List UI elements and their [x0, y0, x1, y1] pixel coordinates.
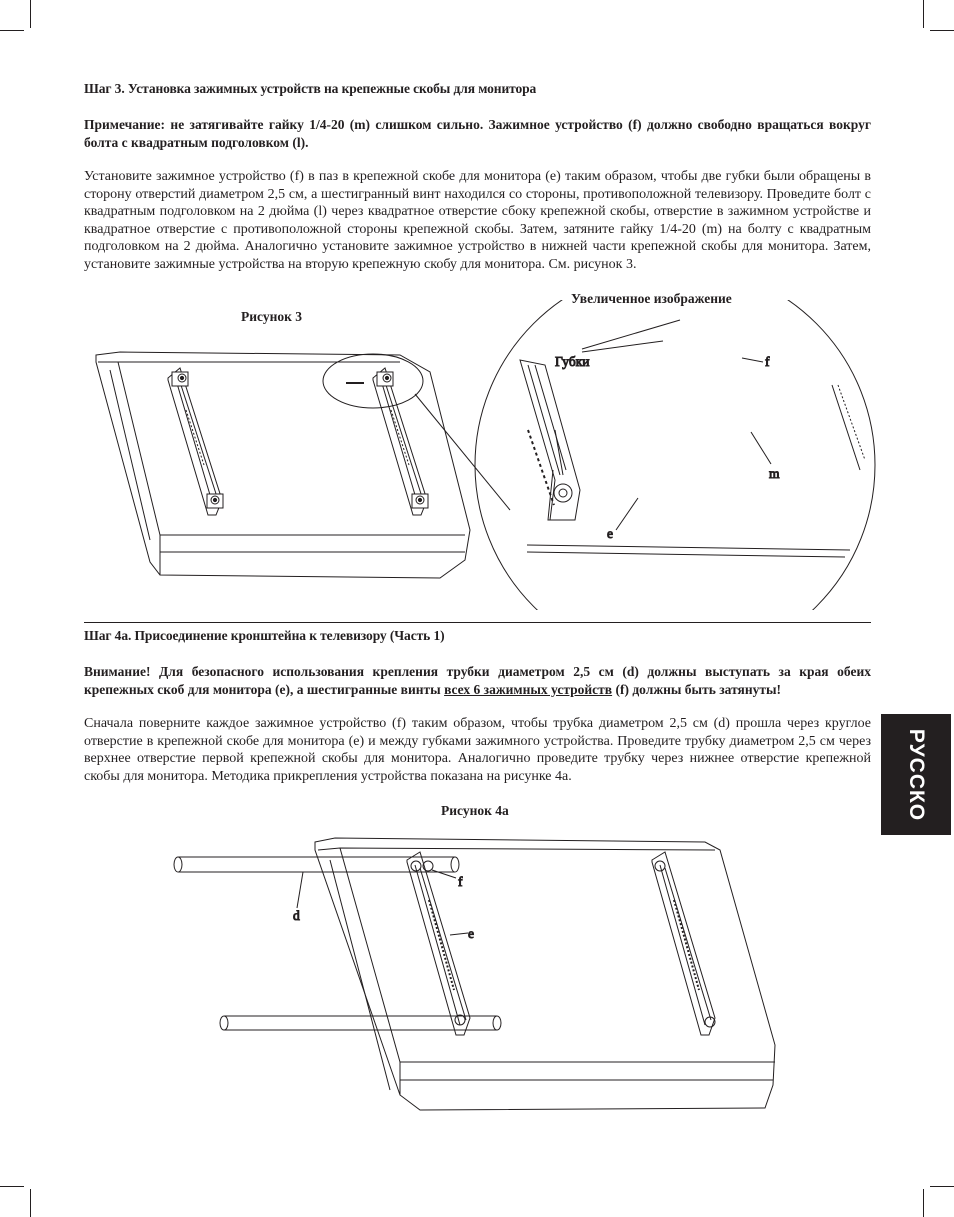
crop-mark: [0, 30, 24, 31]
label-e: e: [468, 926, 474, 941]
step3-note: Примечание: не затягивайте гайку 1/4-20 (m) слишком сильно. Зажимное устройство (f) должно свободно вращаться вокруг болта с квадратным подголовком (l).: [84, 117, 871, 150]
crop-mark: [0, 1186, 24, 1187]
figure3-caption: Рисунок 3: [241, 309, 303, 324]
step4a-warning: [84, 663, 871, 698]
label-jaws: Губки: [555, 354, 590, 369]
crop-mark: [930, 1186, 954, 1187]
language-side-tab: [881, 714, 951, 835]
crop-mark: [923, 0, 924, 28]
zoom-detail: [520, 360, 865, 557]
label-f: f: [765, 354, 770, 369]
zoom-caption: Увеличенное изображение: [571, 291, 732, 306]
figure3-illustration: [0, 300, 954, 610]
crop-mark: [923, 1189, 924, 1217]
step4a-heading: Шаг 4a. Присоединение кронштейна к телевизору (Часть 1): [84, 628, 445, 643]
label-f: f: [458, 874, 463, 889]
warning-text-start: Внимание! Для безопасного использования крепления трубки диаметром 2,5 см (d) должны выступать за края обеих крепежных скоб для монитора (e), а шестигранные винты: [84, 664, 871, 697]
warning-text-underlined: всех 6 зажимных устройств: [444, 681, 613, 697]
figure4a-illustration: [0, 830, 954, 1130]
zoom-circle: [475, 300, 875, 610]
crop-mark: [30, 1189, 31, 1217]
crop-mark: [30, 0, 31, 28]
crop-mark: [930, 30, 954, 31]
label-m: m: [769, 466, 780, 481]
step3-heading: Шаг 3. Установка зажимных устройств на крепежные скобы для монитора: [84, 81, 537, 96]
section-divider: [84, 622, 871, 623]
step4a-body: Сначала поверните каждое зажимное устройство (f) таким образом, чтобы трубка диаметром 2,5 см (d) прошла через круглое отверстие в крепежной скобе для монитора (e) и между губками зажимного устройства. Проведите трубку диаметром 2,5 см через верхнее отверстие первой крепежной скобы для монитора. Аналогично проведите трубку через нижнее отверстие крепежной скобы для монитора. Методика прикрепления устройства показана на рисунке 4a.: [84, 716, 871, 784]
label-e: e: [607, 526, 613, 541]
step3-body: Установите зажимное устройство (f) в паз в крепежной скобе для монитора (e) таким образом, чтобы две губки были обращены в сторону отверстий диаметром 2,5 см, а шестигранный винт находился со стороны, противоположной телевизору. Проведите болт с квадратным подголовком на 2 дюйма (l) через квадратное отверстие сбоку крепежной скобы, отверстие в зажимном устройстве и квадратное отверстие с противоположной стороны крепежной скобы. Затем, затяните гайку 1/4-20 (m) на болту с квадратным подголовком на 2 дюйма. Аналогично установите зажимное устройство в нижней части крепежной скобы для монитора. Затем, установите зажимные устройства на вторую крепежную скобу для монитора. См. рисунок 3.: [84, 169, 871, 272]
figure4a-caption: Рисунок 4a: [441, 803, 509, 818]
language-tab-label: РУССКО: [905, 728, 928, 821]
label-d: d: [293, 908, 300, 923]
warning-text-end: (f) должны быть затянуты!: [612, 681, 782, 697]
